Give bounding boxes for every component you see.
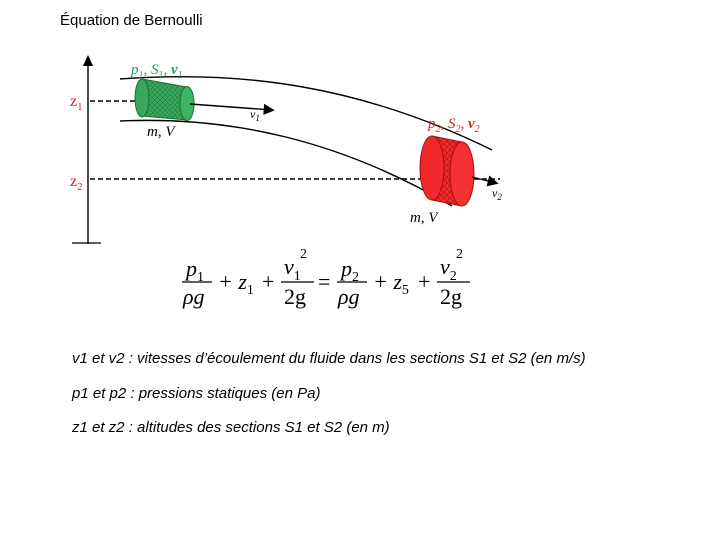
- svg-text:p2: $p_2$: [341, 256, 359, 285]
- bernoulli-equation: [182, 247, 470, 309]
- page-title: Équation de Bernoulli: [60, 12, 203, 29]
- mass2-label: m, V: [410, 210, 438, 226]
- svg-text:=: =: [318, 269, 331, 294]
- svg-text:2g: 2g: [440, 284, 462, 309]
- svg-text:+: +: [418, 269, 431, 294]
- svg-text:ρg: ρg: [183, 284, 205, 309]
- section1-label: $p_1$, $S_1$, $v_1$: [131, 62, 183, 81]
- svg-text:+ z5: + $z_5$: [373, 269, 409, 298]
- legend-velocity: v1 et v2 : vitesses d’écoulement du fluide dans les sections S1 et S2 (en m/s): [72, 350, 586, 367]
- section1-cylinder: [135, 79, 194, 121]
- svg-text:+: +: [262, 269, 275, 294]
- z-axis-arrow-icon: [83, 55, 93, 66]
- v1-arrow: [190, 104, 272, 110]
- z1-label: $z_1$: [70, 93, 83, 113]
- section2-cylinder: [420, 136, 474, 206]
- v1-label: $v_1$: [250, 107, 260, 123]
- v2-label: $v_2$: [492, 186, 502, 202]
- legend-altitude: z1 et z2 : altitudes des sections S1 et S2 (en m): [72, 419, 390, 436]
- svg-text:ρg: ρg: [338, 284, 360, 309]
- z2-label: $z_2$: [70, 173, 83, 193]
- svg-text:2: 2: [300, 247, 307, 262]
- section2-label: $p_2$, $S_2$, $v_2$: [428, 116, 480, 135]
- svg-text:2g: 2g: [284, 284, 306, 309]
- svg-text:+ z1: + $z_1$: [218, 269, 254, 298]
- mass1-label: m, V: [147, 124, 175, 140]
- svg-text:v1: $v_1$: [284, 254, 301, 284]
- legend-pressure: p1 et p2 : pressions statiques (en Pa): [72, 385, 321, 402]
- svg-text:v2: $v_2$: [440, 254, 457, 284]
- svg-text:2: 2: [456, 247, 463, 262]
- v2-arrow: [472, 177, 496, 183]
- svg-text:p1: $p_1$: [186, 256, 204, 285]
